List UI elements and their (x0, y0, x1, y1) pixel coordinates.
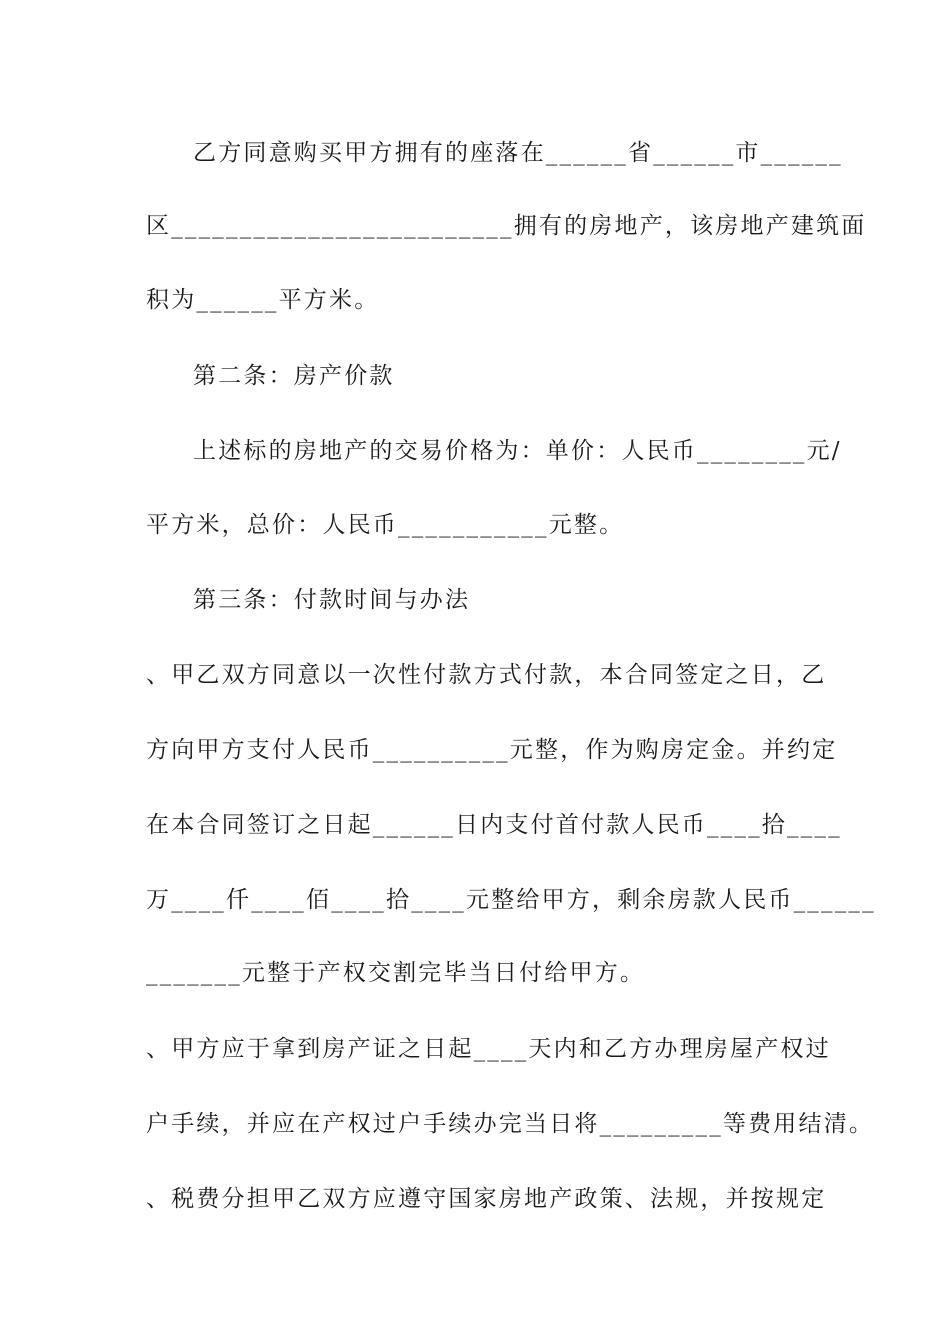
section-heading: 第三条：付款时间与办法 (193, 587, 471, 613)
paragraph-line: 在本合同签订之日起______日内支付首付款人民币____拾____ (146, 812, 842, 838)
paragraph-line: 万____仟____佰____拾____元整给甲方，剩余房款人民币______ (146, 887, 876, 913)
paragraph-line: 平方米，总价：人民币___________元整。 (146, 512, 625, 538)
paragraph-line: 户手续，并应在产权过户手续办完当日将_________等费用结清。 (146, 1111, 875, 1137)
paragraph-line: 乙方同意购买甲方拥有的座落在______省______市______ (193, 140, 843, 166)
paragraph-line: 积为______平方米。 (146, 287, 380, 313)
paragraph-line: 方向甲方支付人民币__________元整，作为购房定金。并约定 (146, 737, 838, 763)
paragraph-line: _______元整于产权交割完毕当日付给甲方。 (146, 960, 646, 986)
paragraph-line: 、甲方应于拿到房产证之日起____天内和乙方办理房屋产权过 (146, 1036, 831, 1062)
paragraph-line: 上述标的房地产的交易价格为：单价：人民币________元/ (193, 438, 842, 464)
paragraph-line: 、甲乙双方同意以一次性付款方式付款，本合同签定之日，乙 (146, 662, 827, 688)
section-heading: 第二条：房产价款 (193, 363, 395, 389)
paragraph-line: 、税费分担甲乙双方应遵守国家房地产政策、法规，并按规定 (146, 1186, 827, 1212)
paragraph-line: 区_________________________拥有的房地产，该房地产建筑面 (146, 213, 867, 239)
